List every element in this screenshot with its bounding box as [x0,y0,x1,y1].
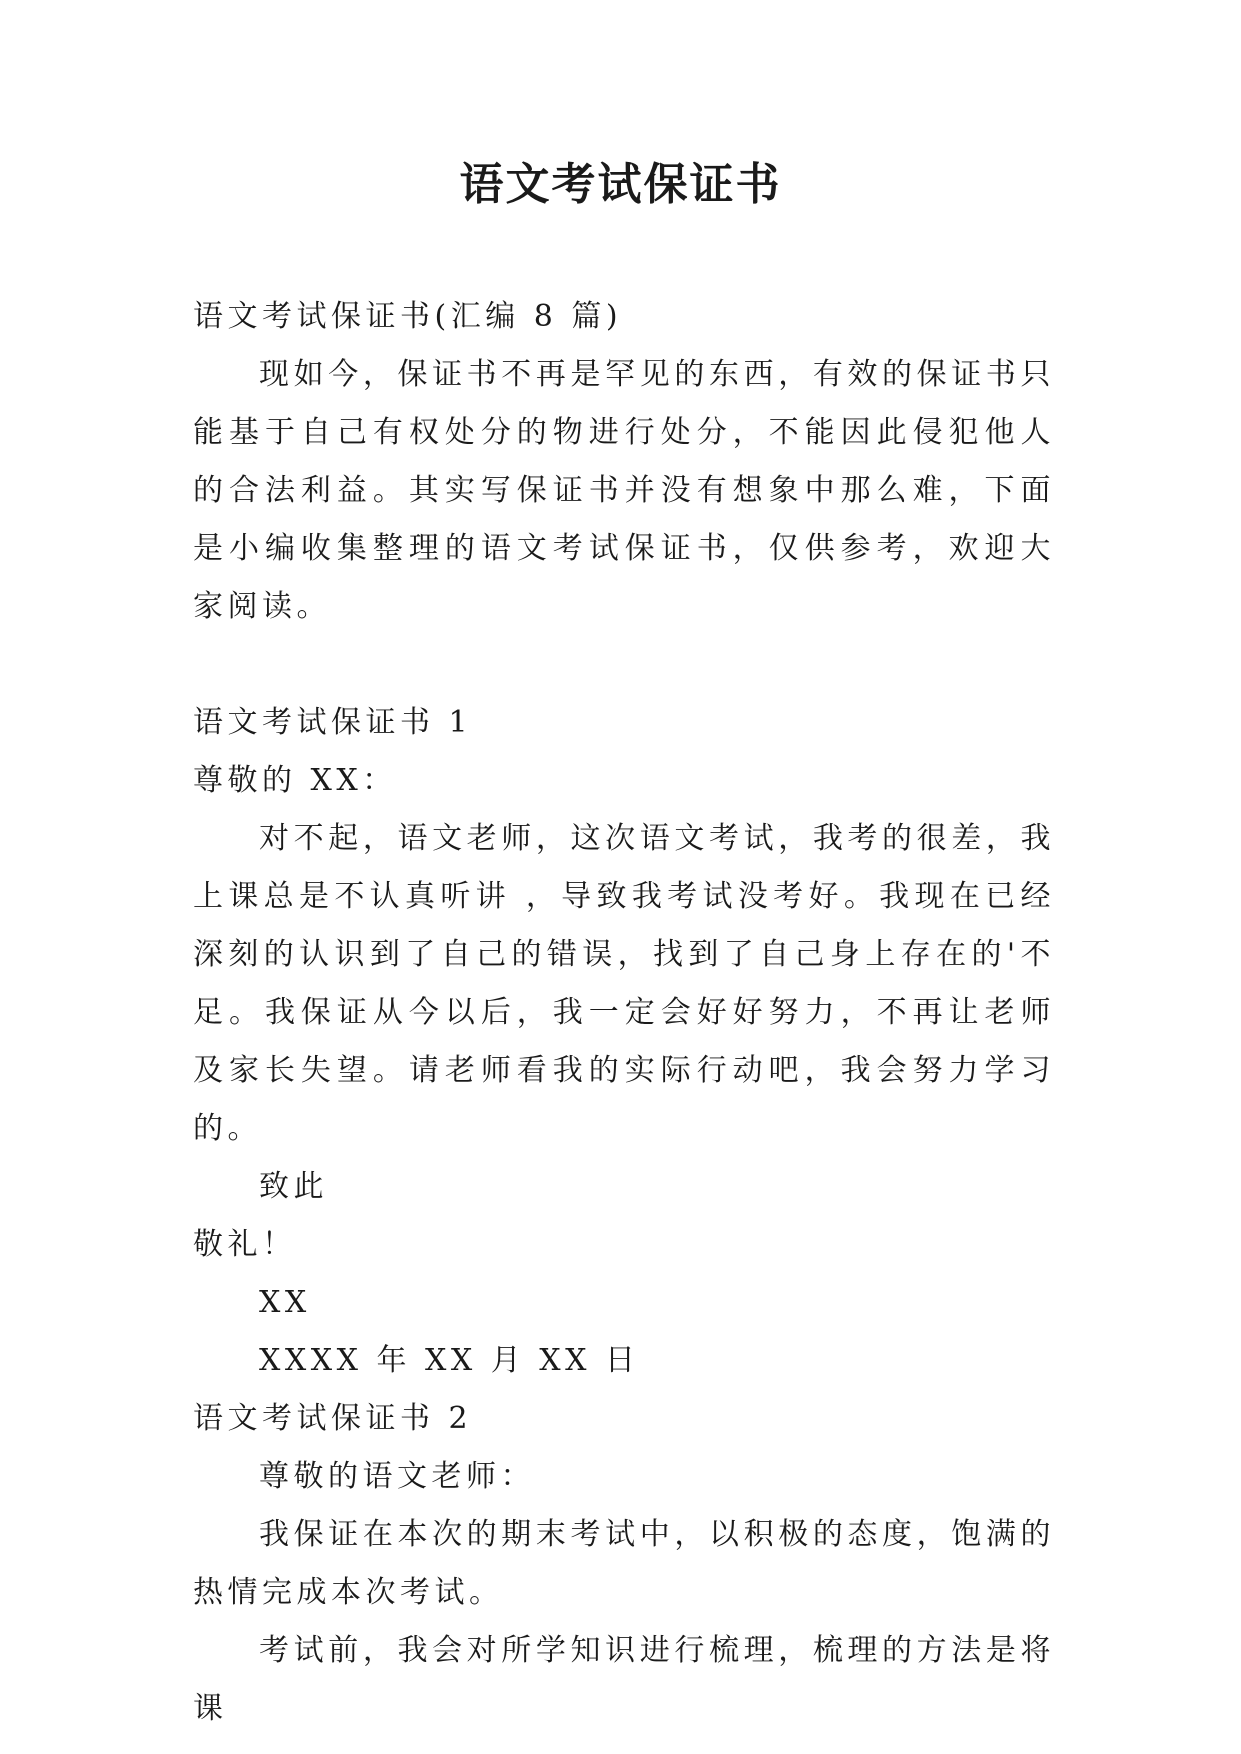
letter1-signature: XX [259,1285,311,1320]
letter2-paragraph-1: 我保证在本次的期末考试中，以积极的态度，饱满的热情完成本次考试。 [193,1517,1055,1610]
paragraph-gap [193,636,1055,694]
letter1-heading: 语文考试保证书 1 [193,705,473,740]
document-subtitle: 语文考试保证书(汇编 8 篇) [193,299,623,334]
document-body [193,288,1055,1738]
letter1-body: 对不起，语文老师，这次语文考试，我考的很差，我上课总是不认真听讲 ，导致我考试没考好。我现在已经深刻的认识到了自己的错误，找到了自己身上存在的'不足。我保证从今以后，我一定会好好努力，不再让老师及家长失望。请老师看我的实际行动吧，我会努力学习的。 [193,821,1055,1146]
letter1-salutation: 尊敬的 XX： [193,763,397,798]
letter1-date: XXXX 年 XX 月 XX 日 [259,1343,640,1378]
letter2-heading: 语文考试保证书 2 [193,1401,473,1436]
intro-paragraph: 现如今，保证书不再是罕见的东西，有效的保证书只能基于自己有权处分的物进行处分，不能因此侵犯他人的合法利益。其实写保证书并没有想象中那么难，下面是小编收集整理的语文考试保证书，仅供参考，欢迎大家阅读。 [193,357,1055,624]
letter2-paragraph-2: 考试前，我会对所学知识进行梳理，梳理的方法是将课 [193,1633,1055,1726]
letter1-regards: 敬礼！ [193,1227,297,1262]
letter2-salutation: 尊敬的语文老师： [259,1459,535,1494]
letter1-closing: 致此 [259,1169,328,1204]
document-title: 语文考试保证书 [459,159,782,210]
